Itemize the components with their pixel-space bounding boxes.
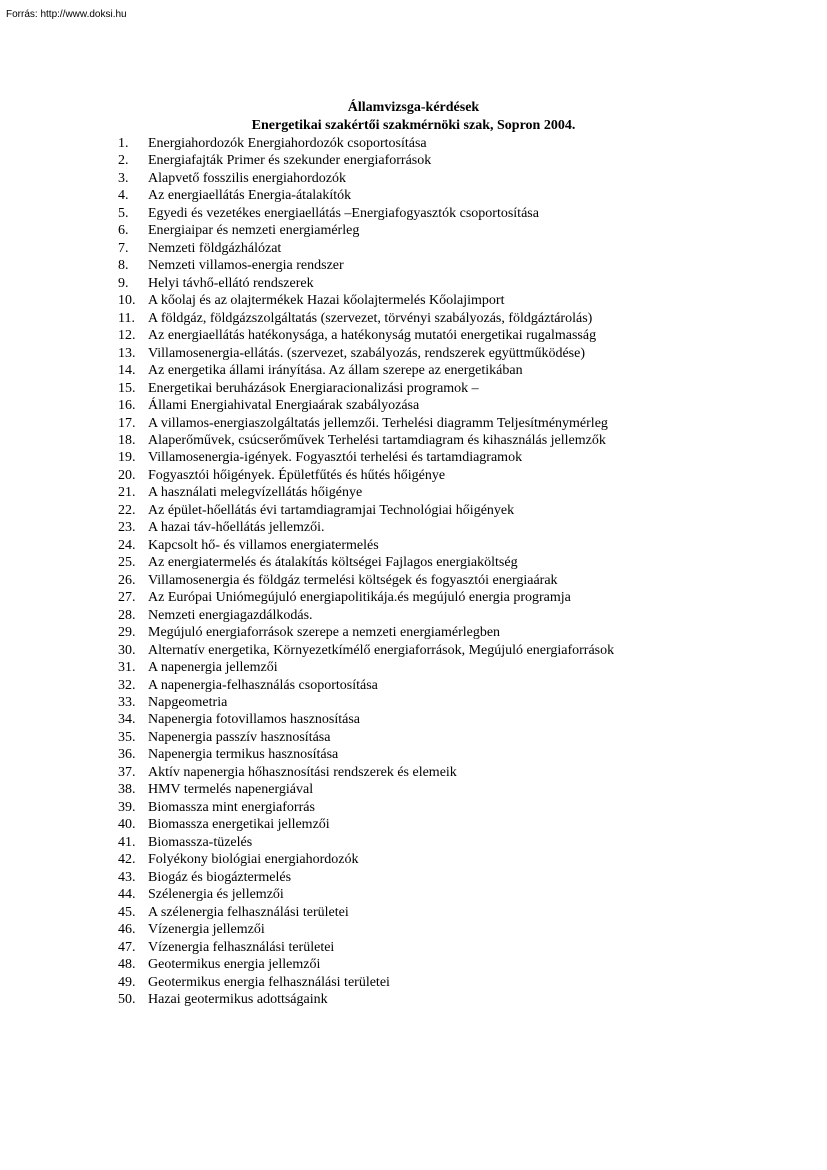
list-item xyxy=(118,345,614,362)
list-item-text: Hazai geotermikus adottságaink xyxy=(148,991,328,1007)
list-item xyxy=(118,624,614,641)
list-item xyxy=(118,415,614,432)
list-item xyxy=(118,974,614,991)
list-item xyxy=(118,170,614,187)
list-item-number: 37. xyxy=(118,764,136,780)
list-item xyxy=(118,327,614,344)
list-item-number: 16. xyxy=(118,398,136,414)
list-item-text: Nemzeti villamos-energia rendszer xyxy=(148,258,344,274)
list-item-text: Napenergia fotovillamos hasznosítása xyxy=(148,712,361,728)
list-item xyxy=(118,519,614,536)
list-item-number: 18. xyxy=(118,432,136,448)
list-item-text: Energetikai beruházások Energiaracionalizási programok – xyxy=(148,380,479,396)
list-item xyxy=(118,135,614,152)
list-item-number: 2. xyxy=(118,153,129,169)
list-item-text: Megújuló energiaforrások szerepe a nemzeti energiamérlegben xyxy=(148,625,501,641)
list-item-number: 6. xyxy=(118,223,129,239)
list-item-text: Az energetika állami irányítása. Az állam szerepe az energetikában xyxy=(148,363,523,379)
list-item-number: 21. xyxy=(118,485,136,501)
list-item xyxy=(118,607,614,624)
list-item-number: 36. xyxy=(118,747,136,763)
list-item-text: Nemzeti energiagazdálkodás. xyxy=(148,607,313,623)
list-item-text: Az energiatermelés és átalakítás költségei Fajlagos energiaköltség xyxy=(148,555,518,571)
list-item-number: 11. xyxy=(118,310,135,326)
list-item-number: 49. xyxy=(118,974,136,990)
list-item-number: 3. xyxy=(118,170,129,186)
list-item-number: 20. xyxy=(118,467,136,483)
list-item-text: A hazai táv-hőellátás jellemzői. xyxy=(148,520,325,536)
list-item xyxy=(118,205,614,222)
list-item-number: 13. xyxy=(118,345,136,361)
list-item-number: 4. xyxy=(118,188,129,204)
list-item-number: 34. xyxy=(118,712,136,728)
list-item xyxy=(118,467,614,484)
list-item-text: Helyi távhő-ellátó rendszerek xyxy=(148,275,314,291)
list-item-text: Napenergia passzív hasznosítása xyxy=(148,729,331,745)
list-item-text: Biomassza-tüzelés xyxy=(148,834,253,850)
list-item-number: 32. xyxy=(118,677,136,693)
list-item-text: A napenergia jellemzői xyxy=(148,660,278,676)
list-item xyxy=(118,921,614,938)
list-item-number: 41. xyxy=(118,834,136,850)
list-item xyxy=(118,886,614,903)
list-item-text: Energiaipar és nemzeti energiamérleg xyxy=(148,223,360,239)
list-item xyxy=(118,502,614,519)
document-subtitle: Energetikai szakértői szakmérnöki szak, Sopron 2004. xyxy=(251,118,576,133)
list-item-number: 5. xyxy=(118,205,129,221)
list-item-text: Alternatív energetika, Környezetkímélő energiaforrások, Megújuló energiaforrások xyxy=(148,642,615,658)
list-item-text: Biogáz és biogáztermelés xyxy=(148,869,292,885)
list-item-number: 24. xyxy=(118,537,136,553)
list-item xyxy=(118,554,614,571)
list-item xyxy=(118,904,614,921)
list-item-text: Az energiaellátás hatékonysága, a hatékonyság mutatói energetikai rugalmasság xyxy=(148,328,597,344)
list-item-number: 19. xyxy=(118,450,136,466)
list-item xyxy=(118,991,614,1008)
list-item xyxy=(118,257,614,274)
list-item-text: Fogyasztói hőigények. Épületfűtés és hűtés hőigénye xyxy=(148,467,446,483)
list-item-text: Napenergia termikus hasznosítása xyxy=(148,747,339,763)
list-item-text: Folyékony biológiai energiahordozók xyxy=(148,852,359,868)
list-item-number: 33. xyxy=(118,695,136,710)
list-item-number: 9. xyxy=(118,275,129,291)
list-item-text: Villamosenergia és földgáz termelési költségek és fogyasztói energiaárak xyxy=(148,572,558,588)
list-item xyxy=(118,729,614,746)
list-item-number: 31. xyxy=(118,660,136,676)
list-item xyxy=(118,711,614,728)
list-item-number: 27. xyxy=(118,590,136,606)
list-item-number: 46. xyxy=(118,922,136,938)
list-item-number: 39. xyxy=(118,799,136,815)
list-item xyxy=(118,310,614,327)
list-item-text: HMV termelés napenergiával xyxy=(148,782,314,798)
list-item xyxy=(118,292,614,309)
list-item xyxy=(118,659,614,676)
list-item xyxy=(118,537,614,554)
list-item-number: 28. xyxy=(118,607,136,623)
list-item-text: A földgáz, földgázszolgáltatás (szervezet, törvényi szabályozás, földgáztárolás) xyxy=(148,310,593,326)
list-item-number: 14. xyxy=(118,363,136,379)
list-item-text: A kőolaj és az olajtermékek Hazai kőolajtermelés Kőolajimport xyxy=(148,293,505,309)
list-item-text: Egyedi és vezetékes energiaellátás –Energiafogyasztók csoportosítása xyxy=(148,205,539,221)
list-item-text: Alapvető fosszilis energiahordozók xyxy=(148,170,347,186)
list-item xyxy=(118,484,614,501)
list-item-text: Nemzeti földgázhálózat xyxy=(148,240,282,256)
list-item xyxy=(118,187,614,204)
list-item-number: 47. xyxy=(118,939,136,955)
list-item-text: A szélenergia felhasználási területei xyxy=(148,904,349,920)
list-item-text: Az épület-hőellátás évi tartamdiagramjai Technológiai hőigények xyxy=(148,502,515,518)
list-item xyxy=(118,240,614,257)
list-item xyxy=(118,939,614,956)
list-item-text: Az Európai Uniómegújuló energiapolitikája.és megújuló energia programja xyxy=(148,590,571,606)
list-item xyxy=(118,152,614,169)
list-item xyxy=(118,222,614,239)
list-item-text: A napenergia-felhasználás csoportosítása xyxy=(148,677,378,693)
list-item xyxy=(118,956,614,973)
list-item xyxy=(118,677,614,694)
list-item-text: Villamosenergia-igények. Fogyasztói terhelési és tartamdiagramok xyxy=(148,450,523,466)
document-title: Államvizsga-kérdések xyxy=(347,100,480,115)
list-item-number: 50. xyxy=(118,991,136,1007)
list-item-number: 44. xyxy=(118,887,136,903)
list-item-number: 8. xyxy=(118,258,129,274)
list-item-number: 43. xyxy=(118,869,136,885)
list-item xyxy=(118,781,614,798)
list-item-number: 40. xyxy=(118,817,136,833)
source-line: Forrás: http://www.doksi.hu xyxy=(6,9,127,20)
list-item-text: Napgeometria xyxy=(148,695,228,710)
list-item xyxy=(118,694,614,711)
list-item-text: Szélenergia és jellemzői xyxy=(148,887,284,903)
list-item-text: Biomassza energetikai jellemzői xyxy=(148,817,330,833)
list-item-text: Vízenergia felhasználási területei xyxy=(148,939,335,955)
list-item-number: 12. xyxy=(118,328,136,344)
list-item-text: Villamosenergia-ellátás. (szervezet, szabályozás, rendszerek együttműködése) xyxy=(148,345,585,361)
list-item-number: 17. xyxy=(118,415,136,431)
list-item xyxy=(118,589,614,606)
list-item xyxy=(118,869,614,886)
list-item-number: 35. xyxy=(118,729,136,745)
list-item-text: Biomassza mint energiaforrás xyxy=(148,799,315,815)
list-item-text: Alaperőművek, csúcserőművek Terhelési tartamdiagram és kihasználás jellemzők xyxy=(148,432,606,448)
list-item-text: A villamos-energiaszolgáltatás jellemzői. Terhelési diagramm Teljesítménymérleg xyxy=(148,415,608,431)
list-item-number: 45. xyxy=(118,904,136,920)
list-item-number: 26. xyxy=(118,572,136,588)
list-item xyxy=(118,362,614,379)
list-item xyxy=(118,449,614,466)
list-item xyxy=(118,397,614,414)
list-item-number: 1. xyxy=(118,136,129,151)
list-item-text: Vízenergia jellemzői xyxy=(148,922,265,938)
list-item-number: 25. xyxy=(118,555,136,571)
list-item xyxy=(118,572,614,589)
list-item-text: Energiahordozók Energiahordozók csoportosítása xyxy=(148,136,427,151)
list-item-number: 38. xyxy=(118,782,136,798)
list-item-text: A használati melegvízellátás hőigénye xyxy=(148,485,363,501)
list-item xyxy=(118,851,614,868)
list-item xyxy=(118,642,614,659)
list-item xyxy=(118,275,614,292)
list-item-text: Állami Energiahivatal Energiaárak szabályozása xyxy=(148,398,420,414)
list-item-text: Geotermikus energia felhasználási területei xyxy=(148,974,390,990)
list-item-number: 30. xyxy=(118,642,136,658)
list-item-number: 23. xyxy=(118,520,136,536)
question-list xyxy=(118,135,614,1008)
list-item xyxy=(118,799,614,816)
list-item xyxy=(118,746,614,763)
list-item-number: 22. xyxy=(118,502,136,518)
list-item xyxy=(118,380,614,397)
list-item-number: 29. xyxy=(118,625,136,641)
list-item-number: 15. xyxy=(118,380,136,396)
list-item-number: 7. xyxy=(118,240,129,256)
list-item xyxy=(118,816,614,833)
list-item-text: Energiafajták Primer és szekunder energiaforrások xyxy=(148,153,432,169)
list-item-text: Geotermikus energia jellemzői xyxy=(148,957,321,973)
list-item-number: 10. xyxy=(118,293,136,309)
list-item xyxy=(118,764,614,781)
list-item-number: 42. xyxy=(118,852,136,868)
list-item-number: 48. xyxy=(118,957,136,973)
list-item-text: Kapcsolt hő- és villamos energiatermelés xyxy=(148,537,379,553)
list-item-text: Aktív napenergia hőhasznosítási rendszerek és elemeik xyxy=(148,764,457,780)
list-item xyxy=(118,834,614,851)
list-item-text: Az energiaellátás Energia-átalakítók xyxy=(148,188,352,204)
list-item xyxy=(118,432,614,449)
